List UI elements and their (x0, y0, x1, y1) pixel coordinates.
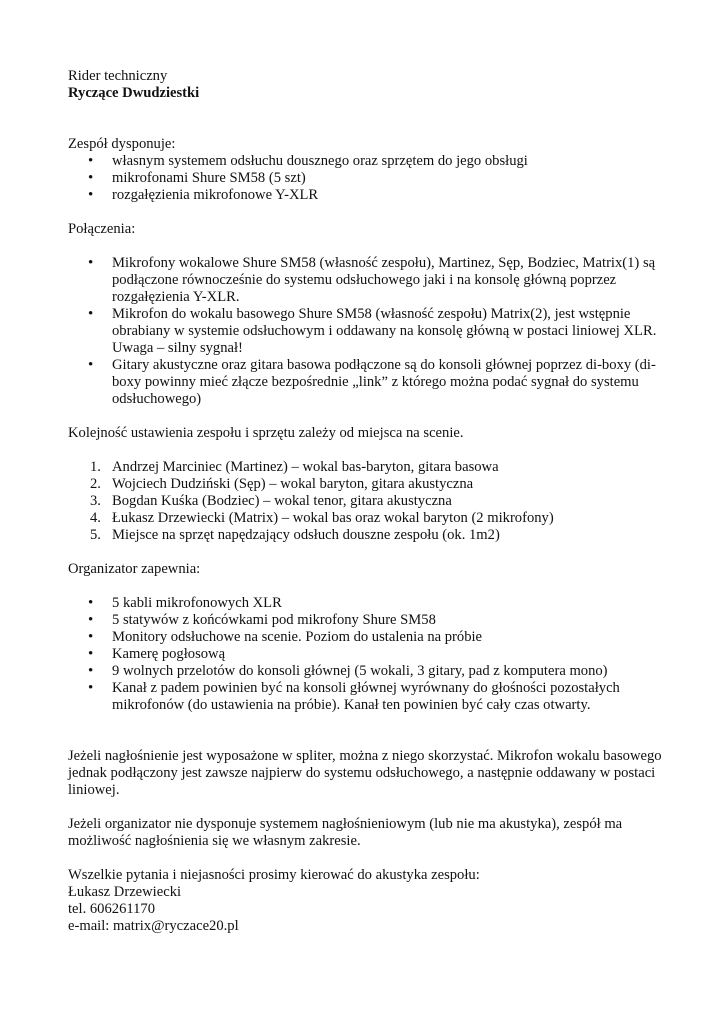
stage-intro: Kolejność ustawienia zespołu i sprzętu zależy od miejsca na scenie. (68, 425, 464, 441)
list-item: • 5 kabli mikrofonowych XLR (68, 595, 665, 612)
list-item: • 5 statywów z końcówkami pod mikrofony Shure SM58 (68, 612, 665, 629)
equipment-heading: Zespół dysponuje: (68, 136, 176, 152)
list-item: • rozgałęzienia mikrofonowe Y-XLR (68, 187, 665, 204)
own-system-note: Jeżeli organizator nie dysponuje systemem nagłośnieniowym (lub nie ma akustyka), zespół ma możliwość nagłośnienia się we własnym zakresie. (68, 816, 623, 849)
organizer-heading: Organizator zapewnia: (68, 561, 201, 577)
list-item: • Kamerę pogłosową (68, 646, 665, 663)
splitter-note: Jeżeli nagłośnienie jest wyposażone w spliter, można z niego skorzystać. Mikrofon wokalu basowego jednak podłączony jest zawsze najpierw do systemu odsłuchowego, a następnie oddawany w postaci liniowej. (68, 748, 662, 798)
list-number: 1. (90, 459, 101, 475)
doc-subtitle: Rider techniczny (68, 68, 168, 84)
list-item (68, 527, 665, 544)
stage-order-list (68, 459, 665, 544)
list-text: Łukasz Drzewiecki (Matrix) – wokal bas oraz wokal baryton (2 mikrofony) (112, 510, 554, 526)
contact-email: e-mail: matrix@ryczace20.pl (68, 918, 239, 934)
list-item: • 9 wolnych przelotów do konsoli głównej (5 wokali, 3 gitary, pad z komputera mono) (68, 663, 665, 680)
list-item: • własnym systemem odsłuchu dousznego oraz sprzętem do jego obsługi (68, 153, 665, 170)
list-item: • Gitary akustyczne oraz gitara basowa podłączone są do konsoli głównej poprzez di-boxy (di-boxy powinny mieć złącze bezpośrednie „link” z którego można podać sygnał do systemu odsłuchowego) (68, 357, 665, 408)
organizer-list (68, 595, 665, 714)
list-item (68, 459, 665, 476)
connections-list (68, 255, 665, 408)
list-item: • mikrofonami Shure SM58 (5 szt) (68, 170, 665, 187)
list-text: Wojciech Dudziński (Sęp) – wokal baryton, gitara akustyczna (112, 476, 474, 492)
list-text: Andrzej Marciniec (Martinez) – wokal bas-baryton, gitara basowa (112, 459, 499, 475)
list-text: Bogdan Kuśka (Bodziec) – wokal tenor, gitara akustyczna (112, 493, 452, 509)
list-item (68, 493, 665, 510)
list-number: 5. (90, 527, 101, 543)
list-number: 3. (90, 493, 101, 509)
list-item: • Mikrofony wokalowe Shure SM58 (własność zespołu), Martinez, Sęp, Bodziec, Matrix(1) są podłączone równocześnie do systemu odsłuchowego jaki i na konsolę główną poprzez rozgałęzienia Y-XLR. (68, 255, 665, 306)
contact-name: Łukasz Drzewiecki (68, 884, 182, 900)
list-number: 4. (90, 510, 101, 526)
list-item: • Kanał z padem powinien być na konsoli głównej wyrównany do głośności pozostałych mikrofonów (do ustawienia na próbie). Kanał ten powinien być cały czas otwarty. (68, 680, 665, 714)
list-item (68, 510, 665, 527)
contact-intro: Wszelkie pytania i niejasności prosimy kierować do akustyka zespołu: (68, 867, 480, 883)
list-item (68, 476, 665, 493)
band-name: Ryczące Dwudziestki (68, 85, 200, 101)
list-number: 2. (90, 476, 101, 492)
list-item: • Monitory odsłuchowe na scenie. Poziom do ustalenia na próbie (68, 629, 665, 646)
list-text: Miejsce na sprzęt napędzający odsłuch douszne zespołu (ok. 1m2) (112, 527, 500, 543)
equipment-list (68, 153, 665, 204)
contact-phone: tel. 606261170 (68, 901, 156, 917)
list-item: • Mikrofon do wokalu basowego Shure SM58 (własność zespołu) Matrix(2), jest wstępnie obrabiany w systemie odsłuchowym i oddawany na konsolę główną w postaci liniowej XLR. Uwaga – silny sygnał! (68, 306, 665, 357)
connections-heading: Połączenia: (68, 221, 136, 237)
